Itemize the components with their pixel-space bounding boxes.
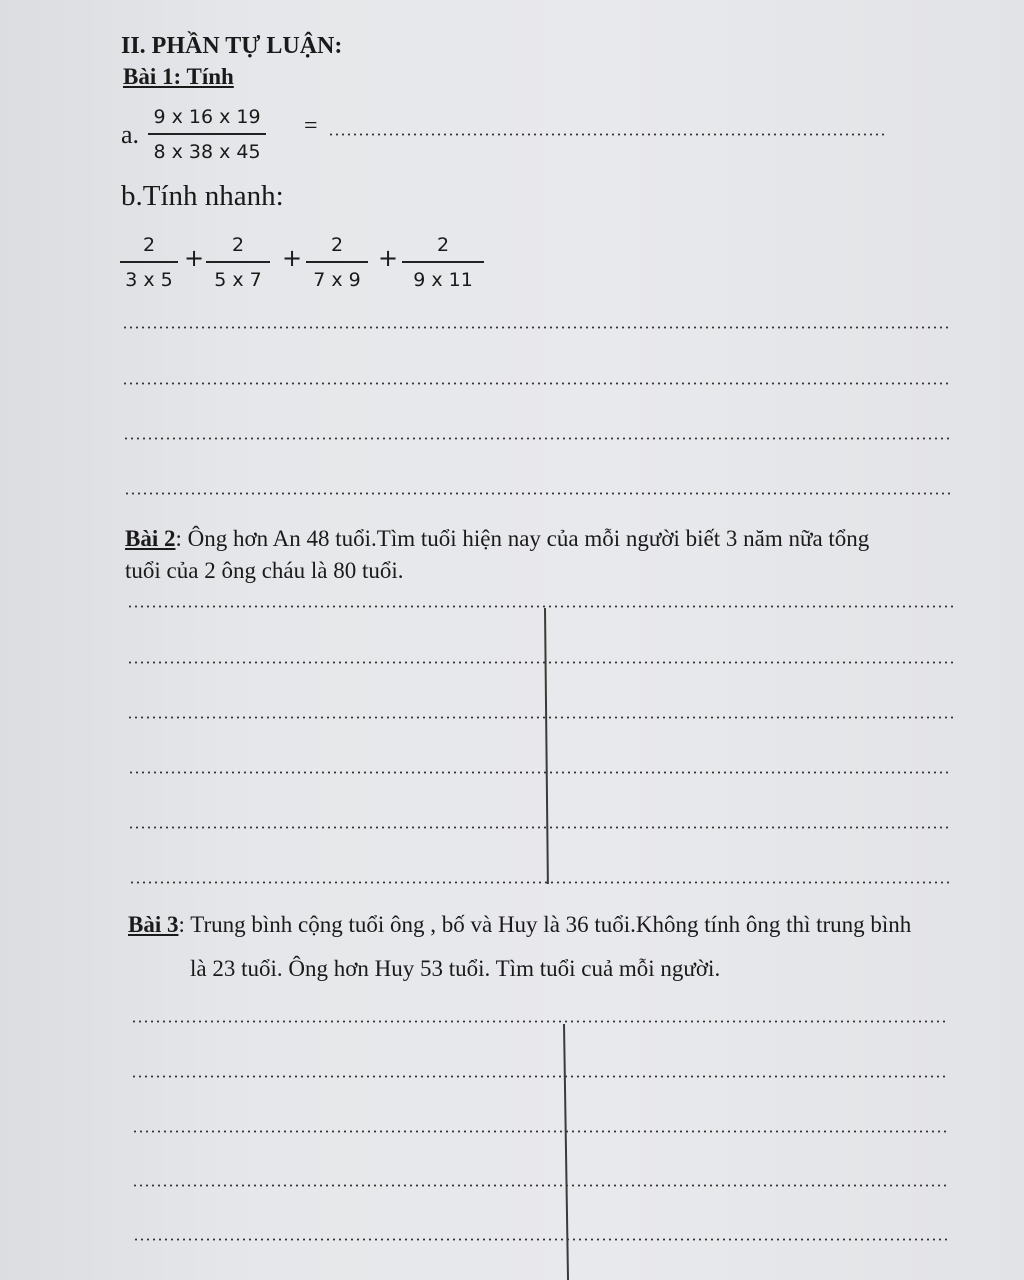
answer-line: [131, 1020, 949, 1023]
fraction-bar: [402, 261, 484, 263]
fraction-numerator: 2: [231, 234, 245, 256]
answer-line: [122, 326, 950, 329]
bai1-title: Bài 1: Tính: [123, 64, 234, 89]
bai3-question: : Trung bình cộng tuổi ông , bố và Huy là 36 tuổi.Không tính ông thì trung bình: [178, 912, 912, 937]
fraction-numerator: 9 x 16 x 19: [153, 106, 261, 128]
bai3-label: Bài 3: [128, 912, 179, 937]
section-title: II. PHẦN TỰ LUẬN:: [121, 33, 343, 59]
fraction-numerator: 2: [330, 234, 344, 256]
bai2-text-line2: tuổi của 2 ông cháu là 80 tuổi.: [125, 558, 404, 583]
answer-line: [127, 605, 953, 608]
fraction-denominator: 9 x 11: [413, 268, 473, 291]
bai3-text-line1: [128, 912, 911, 938]
plus-sign: +: [282, 244, 303, 272]
bai2-text-line1: [125, 526, 869, 552]
fraction-bar: [306, 261, 368, 263]
answer-line: [128, 826, 952, 829]
fraction-denominator: 3 x 5: [125, 268, 173, 291]
fraction-bar: [120, 261, 178, 263]
plus-sign: +: [378, 244, 399, 272]
fraction-bar: [206, 261, 270, 263]
answer-line: [127, 716, 953, 719]
answer-line: [131, 1075, 949, 1078]
fraction-2: [206, 234, 270, 291]
equals-sign: =: [304, 113, 318, 139]
answer-line: [129, 881, 951, 884]
answer-line: [128, 771, 952, 774]
bai2-label: Bài 2: [125, 526, 176, 551]
bai2-question: : Ông hơn An 48 tuổi.Tìm tuổi hiện nay của mỗi người biết 3 năm nữa tổng: [175, 526, 870, 551]
bai1-part-a-label: a.: [121, 120, 140, 149]
column-divider: [563, 1024, 569, 1280]
fraction-1: [120, 234, 178, 291]
fraction-denominator: 7 x 9: [313, 268, 361, 291]
fraction-denominator: 8 x 38 x 45: [153, 140, 261, 163]
answer-line: [123, 437, 949, 440]
bai3-text-line2: là 23 tuổi. Ông hơn Huy 53 tuổi. Tìm tuổi cuả mỗi người.: [190, 956, 721, 981]
fraction-numerator: 2: [436, 234, 450, 256]
fraction-3: [306, 234, 368, 291]
answer-line: [132, 1130, 948, 1133]
bai1-part-a-fraction: [148, 106, 266, 163]
fraction-numerator: 2: [142, 234, 156, 256]
answer-line: [122, 382, 950, 385]
fraction-bar: [148, 133, 266, 135]
answer-line: [133, 1238, 947, 1241]
answer-line: [124, 492, 950, 495]
fraction-4: [402, 234, 484, 291]
plus-sign: +: [184, 244, 205, 272]
fraction-denominator: 5 x 7: [214, 268, 262, 291]
answer-line: [132, 1184, 948, 1187]
answer-line-a: [328, 133, 884, 136]
answer-line: [127, 661, 953, 664]
column-divider: [544, 608, 549, 884]
bai1-part-b-label: b.Tính nhanh:: [121, 180, 284, 212]
